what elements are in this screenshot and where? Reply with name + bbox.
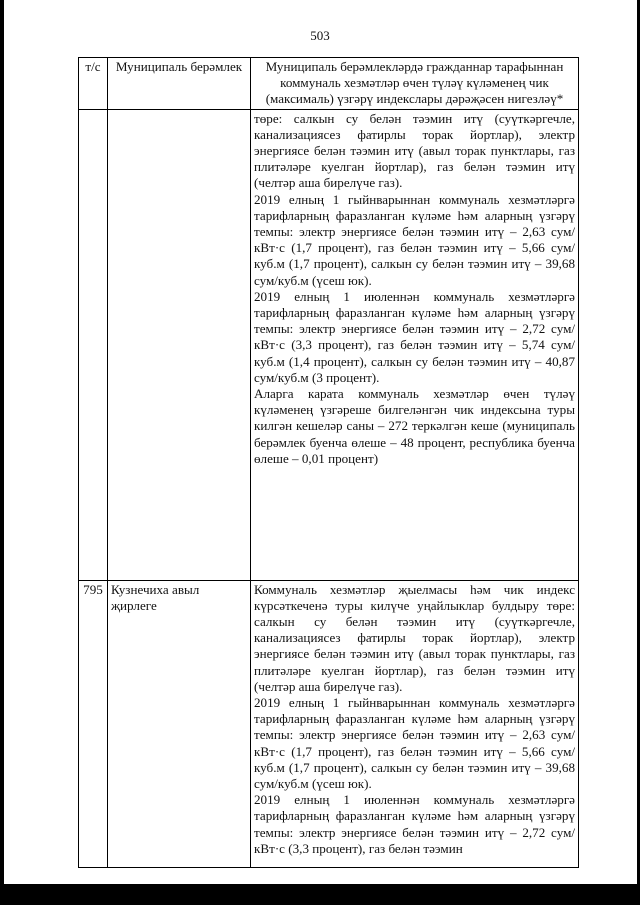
description-paragraph: төре: салкын су белән тәэмин итү (суүткәргечле, канализациясез фатирлы торак йортлар), электр энергиясе белән тәэмин итү (авыл торак пунктлары, газ плитәләре куелган йортлар), газ белән тәэмин итү (челтәр аша бирелүче газ). bbox=[254, 110, 575, 191]
description-paragraph: 2019 елның 1 июленнән коммуналь хезмәтләргә тарифларның фаразланган күләме һәм аларның үзгәрү темпы: электр энергиясе белән тәэмин итү – 2,72 сум/кВт·с (3,3 процент), газ белән тәэмин bbox=[254, 792, 575, 856]
description-paragraph: Коммуналь хезмәтләр җыелмасы һәм чик индекс күрсәткеченә туры килүче уңайлыклар булдыру төре: салкын су белән тәэмин итү (суүткәргечле, канализациясез фатирлы торак йортлар), электр энергиясе белән тәэмин итү (авыл торак пунктлары, газ плитәләре куелган йортлар), газ белән тәэмин итү (челтәр аша бирелүче газ). bbox=[254, 581, 575, 694]
description-paragraph: 2019 елның 1 июленнән коммуналь хезмәтләргә тарифларның фаразланган күләме һәм аларның үзгәрү темпы: электр энергиясе белән тәэмин итү – 2,72 сум/кВт·с (3,3 процент), газ белән тәэмин итү – 5,74 сум/куб.м (1,4 процент), салкын су белән тәэмин итү – 40,87 сум/куб.м (3 процент). bbox=[254, 288, 575, 385]
description-paragraph: 2019 елның 1 гыйнварыннан коммуналь хезмәтләргә тарифларның фаразланган күләме һәм аларның үзгәрү темпы: электр энергиясе белән тәэмин итү – 2,63 сум/кВт·с (1,7 процент), газ белән тәэмин итү – 5,66 сум/куб.м (1,7 процент), салкын су белән тәэмин итү – 39,68 сум/куб.м (үсеш юк). bbox=[254, 695, 575, 792]
header-description: Муниципаль берәмлекләрдә гражданнар тарафыннан коммуналь хезмәтләр өчен түләү күләменең чик (максималь) үзгәрү индекслары дәрәҗәсен нигезләү* bbox=[251, 58, 579, 110]
table-header-row bbox=[79, 58, 579, 110]
table-row bbox=[79, 109, 579, 580]
header-num: т/с bbox=[79, 58, 108, 110]
description-paragraph: Аларга карата коммуналь хезмәтләр өчен түләү күләменең үзгәреше билгеләнгән чик индексына туры килгән кешеләр саны – 272 теркәлгән кеше (муниципаль берәмлек буенча өлеше – 48 процент, республика буенча өлеше – 0,01 процент) bbox=[254, 386, 575, 466]
row-number: 795 bbox=[79, 580, 108, 867]
row-number bbox=[79, 109, 108, 580]
row-description bbox=[251, 580, 579, 867]
row-description bbox=[251, 109, 579, 580]
header-municipality: Муниципаль берәмлек bbox=[108, 58, 251, 110]
description-paragraph: 2019 елның 1 гыйнварыннан коммуналь хезмәтләргә тарифларның фаразланган күләме һәм аларның үзгәрү темпы: электр энергиясе белән тәэмин итү – 2,63 сум/кВт·с (1,7 процент), газ белән тәэмин итү – 5,66 сум/куб.м (1,7 процент), салкын су белән тәэмин итү – 39,68 сум/куб.м (үсеш юк). bbox=[254, 191, 575, 288]
municipal-index-table bbox=[78, 57, 579, 868]
scan-border-left bbox=[0, 0, 4, 886]
scan-border-bottom bbox=[0, 884, 640, 905]
page-number: 503 bbox=[310, 28, 330, 43]
table-row bbox=[79, 580, 579, 867]
row-municipality: Кузнечиха авыл җирлеге bbox=[108, 580, 251, 867]
row-municipality bbox=[108, 109, 251, 580]
